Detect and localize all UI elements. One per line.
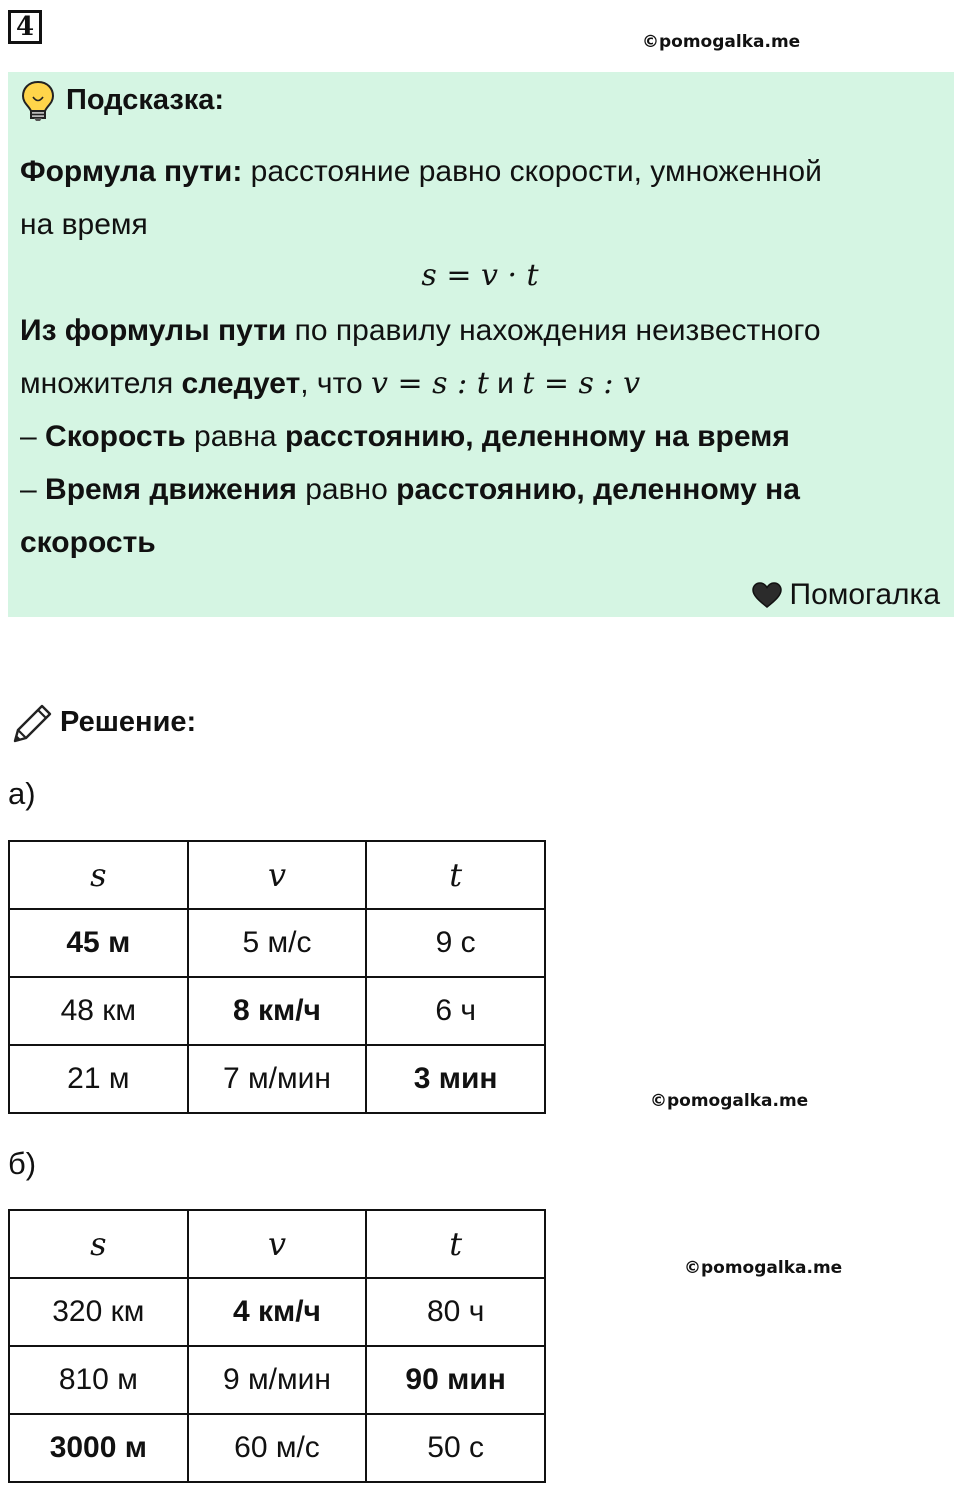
table-row — [9, 977, 545, 1045]
table-cell: 45 м — [9, 909, 188, 977]
hint-p5-text: равно — [296, 473, 397, 506]
hint-p5-dash: – — [20, 473, 46, 506]
header-t: t — [366, 1210, 545, 1278]
hint-line-4 — [20, 364, 640, 404]
table-cell: 3000 м — [9, 1414, 188, 1482]
hint-formula-t: t = s : v — [522, 366, 641, 401]
table-row — [9, 1045, 545, 1113]
watermark-top: ©pomogalka.me — [642, 32, 801, 52]
table-cell: 4 км/ч — [188, 1278, 367, 1346]
hint-p2-text: по правилу нахождения неизвестного — [286, 314, 821, 347]
table-header-row — [9, 841, 545, 909]
table-cell: 9 м/мин — [188, 1346, 367, 1414]
table-cell: 9 с — [366, 909, 545, 977]
hint-p5-bold2: расстоянию, деленному на — [396, 473, 800, 506]
table-header-row — [9, 1210, 545, 1278]
table-cell: 8 км/ч — [188, 977, 367, 1045]
table-row — [9, 1278, 545, 1346]
hint-p6-bold: скорость — [20, 526, 156, 559]
table-cell: 3 мин — [366, 1045, 545, 1113]
hint-formula-v: v = s : t — [371, 366, 489, 401]
table-cell: 21 м — [9, 1045, 188, 1113]
pencil-icon — [10, 702, 54, 746]
table-cell: 50 с — [366, 1414, 545, 1482]
hint-line-5 — [20, 417, 790, 457]
hint-line-1 — [20, 152, 822, 192]
table-part-a — [8, 840, 546, 1114]
heart-icon — [752, 582, 782, 608]
hint-p5-bold: Время движения — [45, 473, 297, 506]
hint-p4-dash: – — [20, 420, 46, 453]
solution-title-text: Решение: — [60, 706, 197, 738]
hint-p4-bold2: расстоянию, деленному на время — [284, 420, 790, 453]
hint-formula: s = v · t — [421, 258, 539, 293]
watermark-middle: ©pomogalka.me — [650, 1091, 809, 1111]
header-v: v — [188, 1210, 367, 1278]
table-part-b — [8, 1209, 546, 1483]
hint-p2-bold: Из формулы пути — [20, 314, 287, 347]
table-cell: 7 м/мин — [188, 1045, 367, 1113]
header-t: t — [366, 841, 545, 909]
hint-line-6 — [20, 470, 800, 510]
part-a-label: а) — [8, 776, 36, 811]
hint-title-text: Подсказка: — [66, 84, 225, 116]
table-cell: 48 км — [9, 977, 188, 1045]
table-cell: 810 м — [9, 1346, 188, 1414]
hint-line-7 — [20, 523, 156, 563]
part-b-label: б) — [8, 1146, 37, 1181]
hint-p3-and: и — [488, 367, 523, 400]
table-cell: 320 км — [9, 1278, 188, 1346]
table-row — [9, 1346, 545, 1414]
hint-line-2 — [20, 205, 148, 245]
header-s: s — [9, 841, 188, 909]
table-cell: 60 м/с — [188, 1414, 367, 1482]
hint-p4-text: равна — [185, 420, 285, 453]
hint-p4-bold: Скорость — [45, 420, 186, 453]
table-cell: 80 ч — [366, 1278, 545, 1346]
table-cell: 5 м/с — [188, 909, 367, 977]
hint-line-3 — [20, 311, 821, 351]
table-cell: 90 мин — [366, 1346, 545, 1414]
task-number-box: 4 — [8, 10, 42, 44]
brand-text: Помогалка — [789, 578, 940, 611]
lightbulb-icon — [20, 80, 56, 122]
hint-p3-bold: следует — [181, 367, 301, 400]
hint-p3-text: множителя — [20, 367, 182, 400]
watermark-bottom: ©pomogalka.me — [684, 1258, 843, 1278]
header-s: s — [9, 1210, 188, 1278]
hint-p1-text2: на время — [20, 208, 148, 241]
brand-signature — [752, 578, 941, 612]
hint-p1-bold: Формула пути: — [20, 155, 243, 188]
table-row — [9, 1414, 545, 1482]
hint-p3-text2: , что — [300, 367, 371, 400]
hint-p1-text: расстояние равно скорости, умноженной — [242, 155, 822, 188]
table-cell: 6 ч — [366, 977, 545, 1045]
header-v: v — [188, 841, 367, 909]
table-row — [9, 909, 545, 977]
